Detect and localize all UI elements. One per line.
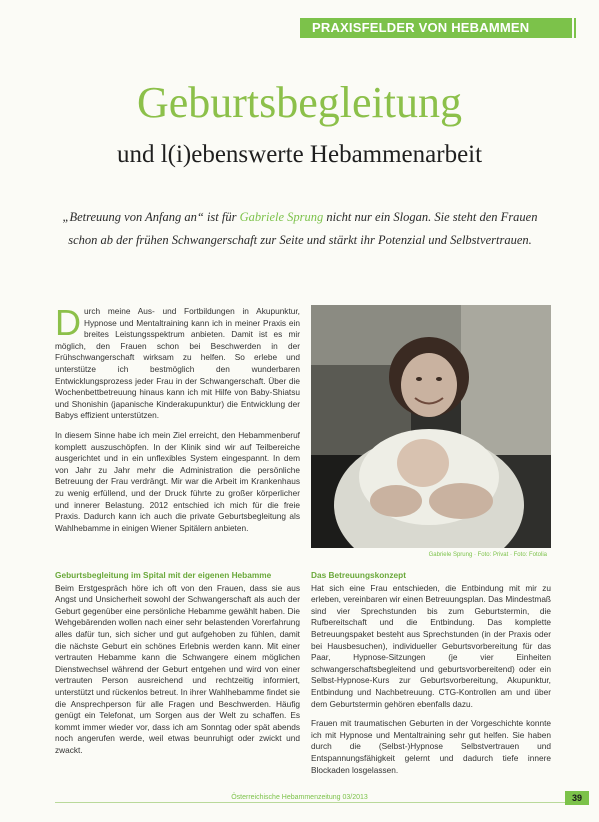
section-2-text: Hat sich eine Frau entschieden, die Entbindung mit mir zu erleben, vereinbaren wir einen Betreuungsplan. Das Mindestmaß sind vier Sprechstunden bis zum Geburtstermin, die Rufbereitschaft und die Entbindung. Das komplette Betreuungspaket besteht aus Sprechstunden (in der Praxis oder bei Hausbesuchen), individueller Geburtsvorbereitung für das Paar, Hypnose-Sitzungen (je vier Einheiten schwangerschaftsbegleitend und geburtsvorbereitend) oder ein Selbst-Hypnose-Kurs zur Geburtsvorbereitung, Akupunktur, Entbindung und Nachbetreuung. CTG-Kontrollen am und über dem Geburtstermin gehören ebenfalls dazu. <box>311 582 551 709</box>
left-column-top <box>55 302 300 542</box>
body-paragraph-2: In diesem Sinne habe ich mein Ziel erreicht, den Hebammenberuf komplett auszuschöpfen. In der Klinik sind wir auf Teilbereiche ausgerichtet und in ein unflexibles System eingespannt. In dem von Jahr zu Jahr mehr die Administration die persönliche Betreuung der Frau verdrängt. Mir war die Arbeit im Krankenhaus zu wenig erfüllend, und der Druck führte zu großer körperlicher und innerer Belastung. 2012 entschied ich mich für die freie Praxis. Dadurch kann ich auch die private Geburtsbegleitung als Wahlhebamme in einigen Wiener Spitälern anbieten. <box>55 429 300 533</box>
article-lead <box>60 206 540 252</box>
photo-illustration <box>311 305 551 548</box>
section-2 <box>311 570 551 710</box>
photo-caption: Gabriele Sprung · Foto: Privat · Foto: Fotolia <box>428 552 547 558</box>
section-1-heading: Geburtsbegleitung im Spital mit der eigenen Hebamme <box>55 570 272 580</box>
article-title: Geburtsbegleitung <box>136 78 463 127</box>
page-number: 39 <box>565 791 589 805</box>
section-1-text: Beim Erstgespräch höre ich oft von den Frauen, dass sie aus Angst und Unsicherheit sowohl der Schwangerschaft als auch der Geburt gegenüber eine persönliche Hebamme gewählt haben. Die Wehgebärenden wollen nach einer sehr belastenden Vorerfahrung alles dafür tun, sich sicher und gut aufgehoben zu fühlen, damit die nächste Geburt ein schönes Erlebnis werden kann. Mit einer vertrauten Hebamme kann die Schwangere einem möglichen Dienstwechsel während der Geburt entgehen und wird von einer vertrauten Person ausreichend und rechtzeitig informiert, unterstützt und rückenlos betreut. In ihrer Wahlhebamme findet sie die Ansprechperson für alle Fragen und Beschwerden. Häufig genügt ein Telefonat, um Sorgen aus der Welt zu schaffen. Es kommt immer wieder vor, dass ich am Sonntag oder spät abends noch angerufen werde, weil etwas beunruhigt oder zwickt und zwackt. <box>55 582 300 755</box>
section-label-bar: PRAXISFELDER VON HEBAMMEN <box>300 18 572 38</box>
section-1 <box>55 570 300 757</box>
article-subtitle: und l(i)ebenswerte Hebammenarbeit <box>116 141 483 168</box>
intro-paragraph <box>55 302 300 422</box>
footer-journal: Österreichische Hebammenzeitung 03/2013 <box>231 794 368 801</box>
mother-with-newborn-photo <box>311 305 551 548</box>
right-column-bottom <box>311 570 551 784</box>
lead-text-end: nicht nur ein Slogan. Sie steht den Frauen schon ab der frühen Schwangerschaft zur Seite und stärkt ihr Potenzial und Selbstvertrauen. <box>68 210 538 247</box>
author-name: Gabriele Sprung <box>239 210 324 224</box>
section-label-tick <box>574 18 576 38</box>
left-column-bottom <box>55 570 300 765</box>
section-2-paragraph-b: Frauen mit traumatischen Geburten in der Vorgeschichte konnte ich mit Hypnose und Mentaltraining sehr gut helfen. Sie haben durch die (Selbst-)Hypnose Selbstvertrauen und Entspannungsfähigkeit gelernt und dadurch tiefe innere Blockaden losgelassen. <box>311 718 551 775</box>
intro-text: urch meine Aus- und Fortbildungen in Akupunktur, Hypnose und Mentaltraining kann ich in meiner Praxis ein breites Leistungsspektrum anbieten. Damit ist es mir möglich, den Frauen schon bei Beschwerden in der Frühschwangerschaft wirksam zu helfen. So erlebe und unterstütze ich bestmöglich den wunderbaren Entwicklungsprozess jeder Frau in der Schwangerschaft. Über die Wochenbettbetreuung hinaus kann ich mit Hilfe von Baby-Shiatsu und Shonishin (japanische Kinderakupunktur) die Entwicklung der Babys effizient unterstützen. <box>55 306 300 421</box>
lead-text-start: „Betreuung von Anfang an“ ist für <box>62 210 240 224</box>
drop-cap: D <box>55 302 81 343</box>
section-2-heading: Das Betreuungskonzept <box>311 570 406 580</box>
